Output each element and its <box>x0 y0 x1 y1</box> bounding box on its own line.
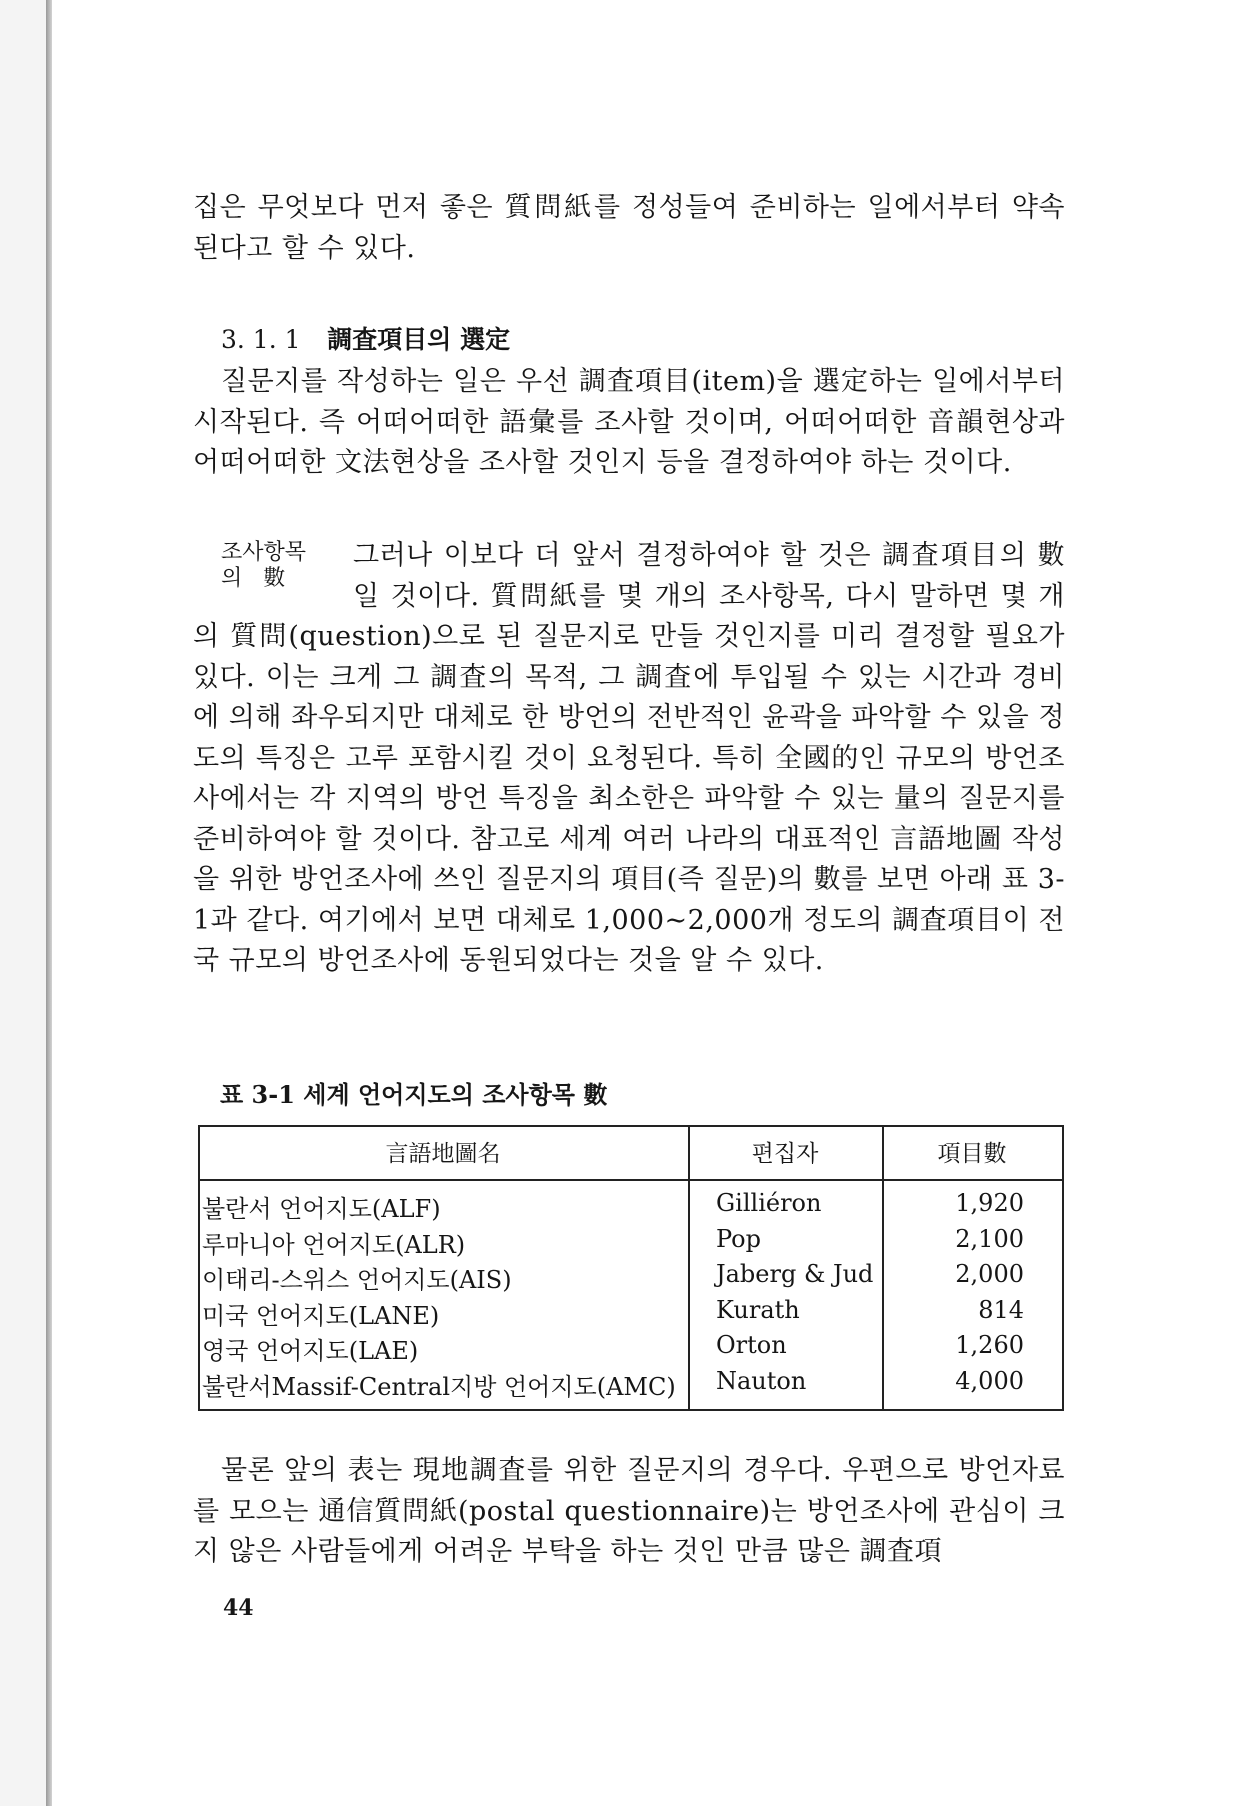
table-cell-editor: Pop <box>716 1224 761 1253</box>
margin-note-line2: 의 數 <box>221 566 286 591</box>
paragraph-2: 그러나 이보다 더 앞서 결정하여야 할 것은 調査項目의 數일 것이다. 質問紙를 몇 개의 조사항목, 다시 말하면 몇 개의 質問(question)으로 된 질문지로 만들 것인지를 미리 결정할 필요가 있다. 이는 크게 그 調査의 목적, 그 調査에 투입될 수 있는 시간과 경비에 의해 좌우되지만 대체로 한 방언의 전반적인 윤곽을 파악할 수 있을 정도의 특징은 고루 포함시킬 것이 요청된다. 특히 全國的인 규모의 방언조사에서는 각 지역의 방언 특징을 최소한은 파악할 수 있는 量의 질문지를 준비하여야 할 것이다. 참고로 세계 여러 나라의 대표적인 言語地圖 작성을 위한 방언조사에 쓰인 질문지의 項目(즉 질문)의 數를 보면 아래 표 3-1과 같다. 여기에서 보면 대체로 1,000∼2,000개 정도의 調査項目이 전국 규모의 방언조사에 동원되었다는 것을 알 수 있다. <box>193 540 1065 976</box>
table-cell-editor: Jaberg & Jud <box>716 1260 874 1288</box>
paragraph-1: 질문지를 작성하는 일은 우선 調査項目(item)을 選定하는 일에서부터 시작된다. 즉 어떠어떠한 語彙를 조사할 것이며, 어떠어떠한 音韻현상과 어떠어떠한 文法현상을 조사할 것인지 등을 결정하여야 하는 것이다. <box>193 366 1065 478</box>
table-cell-editor: Nauton <box>716 1366 807 1395</box>
intro-block <box>193 188 1065 269</box>
table-cell-name: 이태리-스위스 언어지도(AIS) <box>202 1266 512 1294</box>
table-row <box>198 1189 1064 1225</box>
margin-note-line1: 조사항목 <box>221 540 307 565</box>
table-cell-name: 루마니아 언어지도(ALR) <box>202 1230 466 1259</box>
table-cell-name: 불란서 언어지도(ALF) <box>202 1195 441 1223</box>
table-cell-name: 불란서Massif-Central지방 언어지도(AMC) <box>202 1372 676 1401</box>
table-title: 표 3-1 세계 언어지도의 조사항목 數 <box>220 1080 608 1109</box>
table-cell-count: 1,260 <box>955 1331 1024 1359</box>
paragraph-1-block <box>193 362 1065 484</box>
table-cell-count: 4,000 <box>955 1366 1024 1395</box>
table-header-editor: 편집자 <box>751 1141 819 1167</box>
section-number: 3. 1. 1 <box>221 325 301 354</box>
table-cell-editor: Kurath <box>716 1295 800 1324</box>
paragraph-2-block <box>193 536 1065 982</box>
table-header-count: 項目數 <box>937 1141 1007 1167</box>
table-row <box>198 1225 1064 1261</box>
table-row <box>198 1367 1064 1403</box>
table-cell-editor: Orton <box>716 1331 787 1359</box>
table-cell-count: 2,100 <box>955 1224 1024 1253</box>
table-header-map-name: 言語地圖名 <box>385 1141 501 1167</box>
section-title: 調査項目의 選定 <box>327 325 511 354</box>
table-cell-name: 영국 언어지도(LAE) <box>202 1337 419 1365</box>
table-row <box>198 1296 1064 1332</box>
paragraph-3-block <box>193 1451 1065 1573</box>
book-outer-edge <box>0 0 46 1806</box>
table-row <box>198 1331 1064 1367</box>
table-row <box>198 1260 1064 1296</box>
table-cell-editor: Gilliéron <box>716 1189 822 1217</box>
intro-paragraph: 집은 무엇보다 먼저 좋은 質問紙를 정성들여 준비하는 일에서부터 약속된다고 할 수 있다. <box>193 192 1065 264</box>
table-cell-count: 814 <box>978 1295 1024 1324</box>
table-cell-name: 미국 언어지도(LANE) <box>202 1301 440 1330</box>
margin-note <box>221 540 331 592</box>
table-cell-count: 1,920 <box>955 1189 1024 1217</box>
section-heading <box>193 320 1065 360</box>
language-atlas-table <box>198 1125 1064 1411</box>
paragraph-3: 물론 앞의 表는 現地調査를 위한 질문지의 경우다. 우편으로 방언자료를 모으는 通信質問紙(postal questionnaire)는 방언조사에 관심이 크지 않은 사람들에게 어려운 부탁을 하는 것인 만큼 많은 調査項 <box>193 1455 1065 1567</box>
page-number: 44 <box>223 1595 254 1621</box>
table-cell-count: 2,000 <box>955 1260 1024 1288</box>
